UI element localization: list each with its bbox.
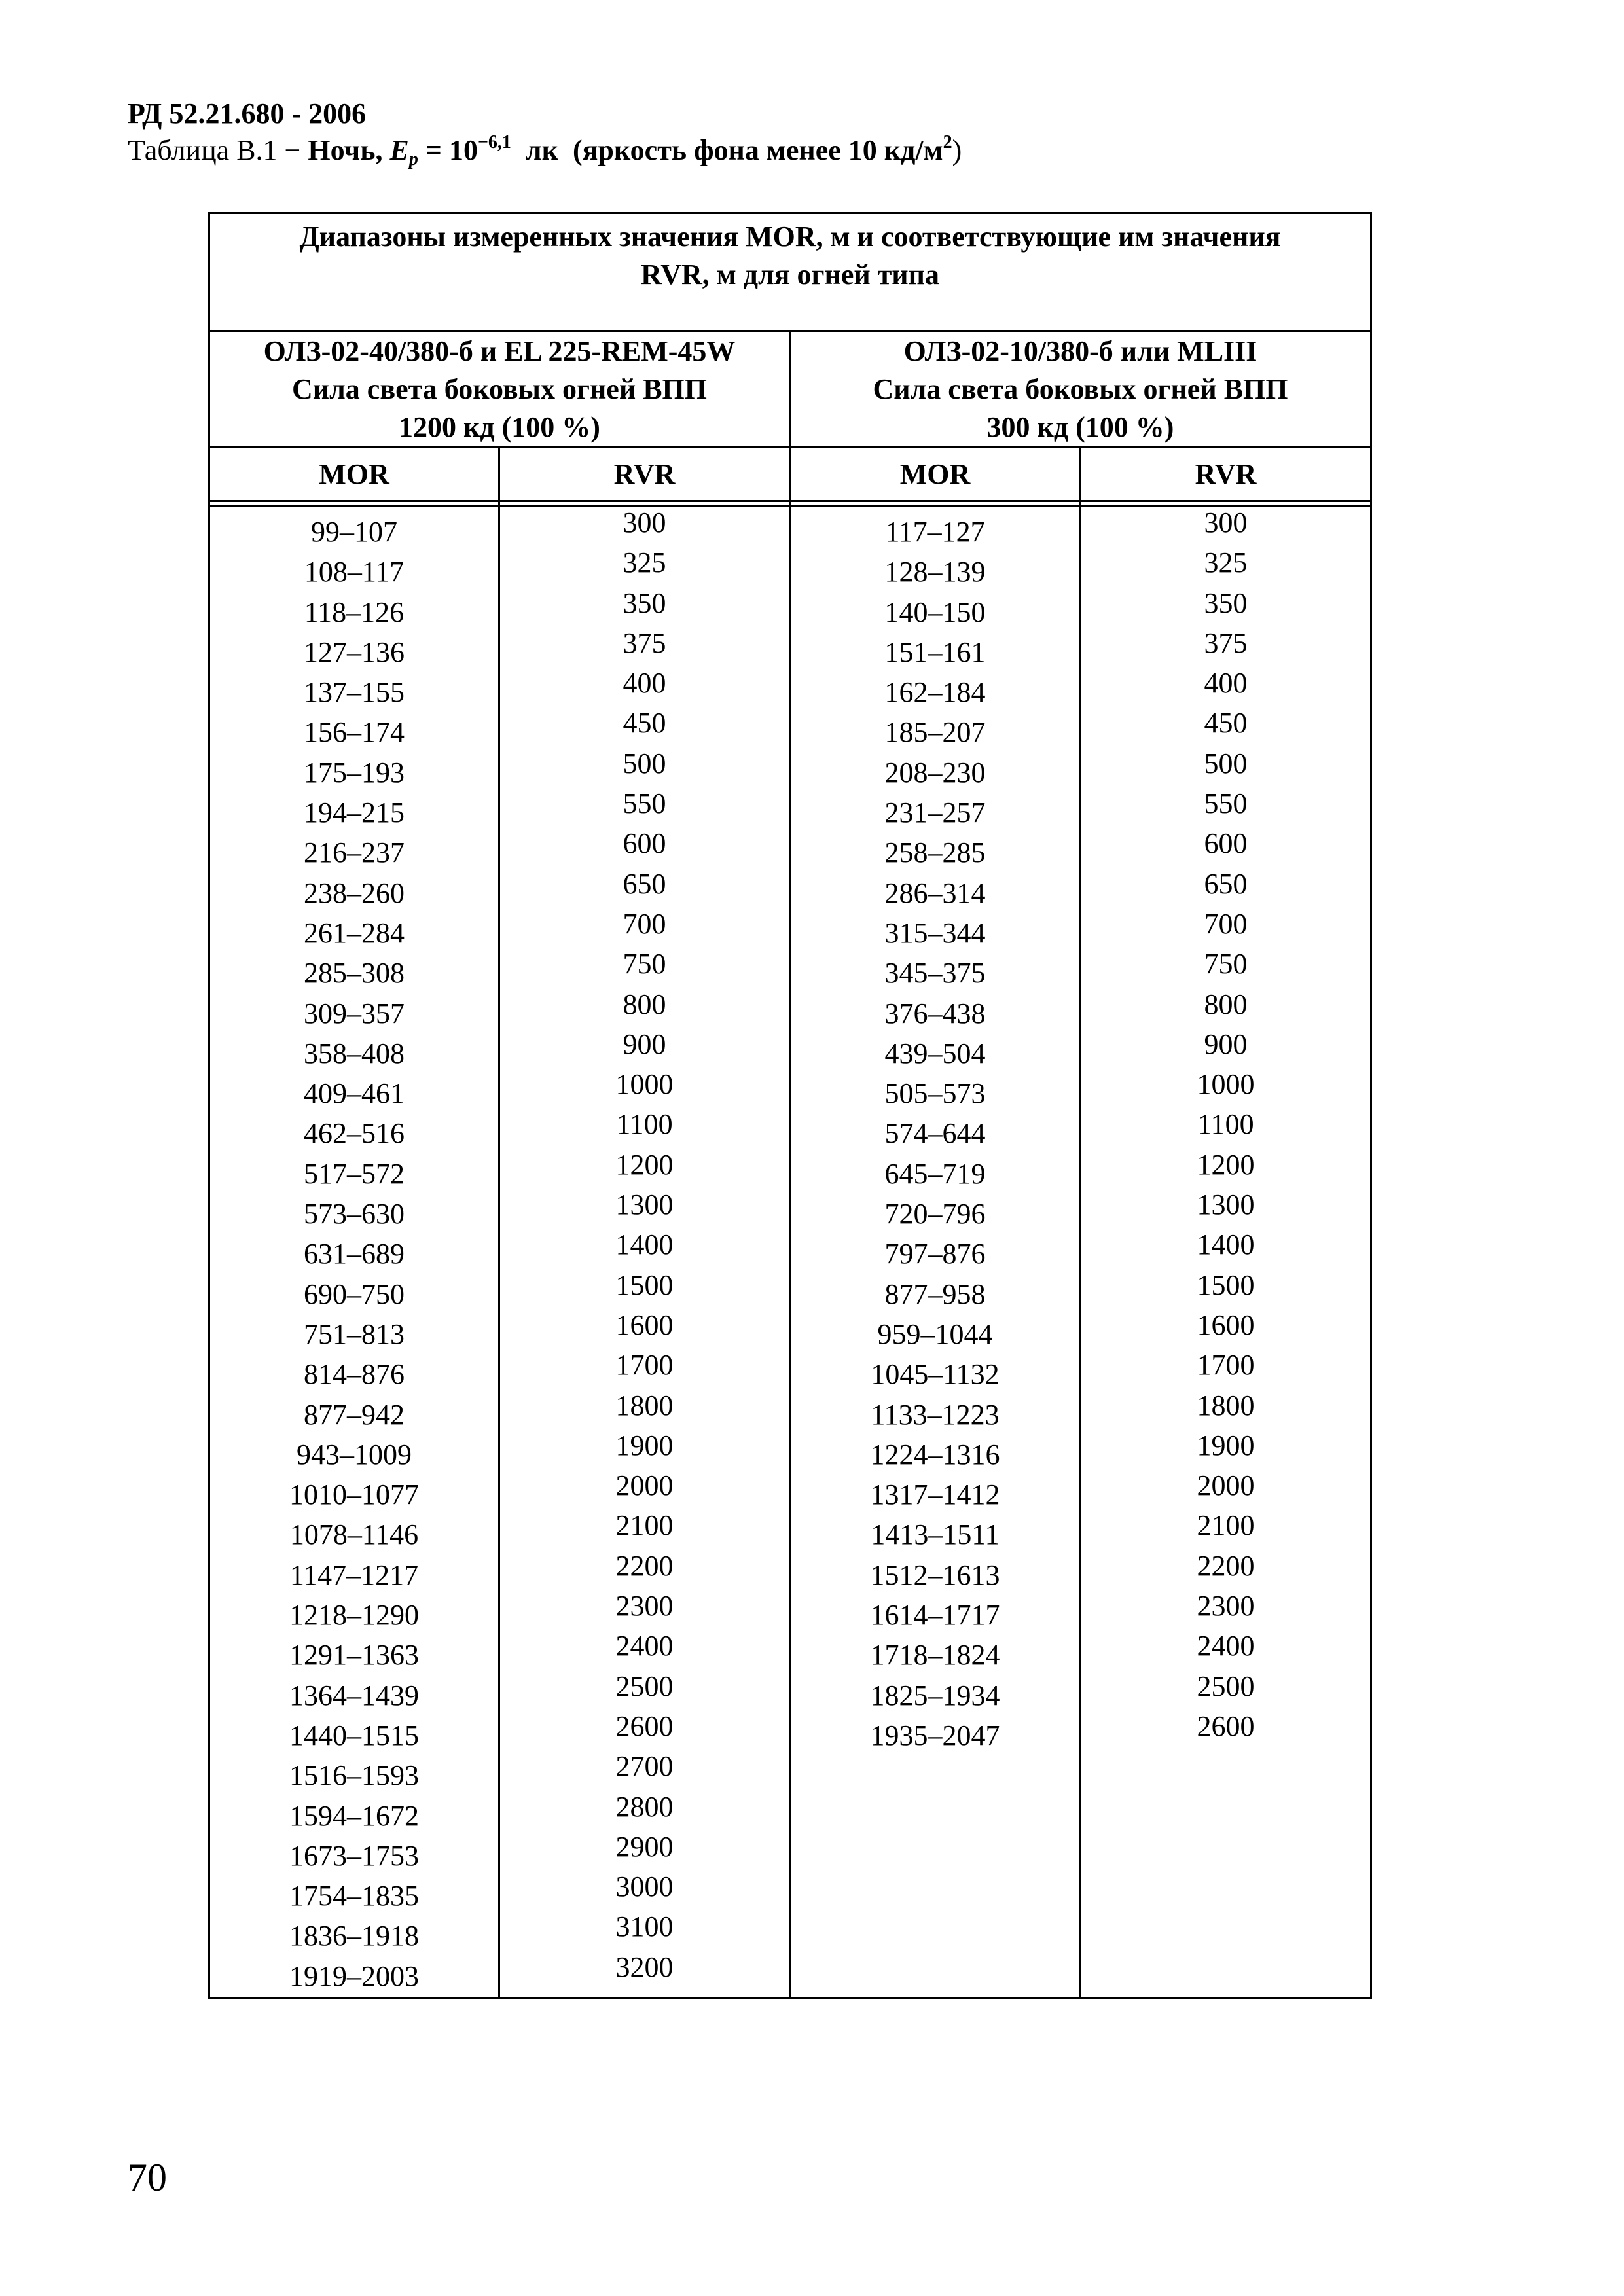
mor-range-cell: 1718–1824 (870, 1639, 1000, 1672)
rvr-value-cell: 1800 (615, 1389, 674, 1422)
mor-range-cell: 462–516 (304, 1117, 405, 1150)
mor-range-cell: 376–438 (884, 997, 986, 1030)
rvr-value-cell: 1700 (1197, 1349, 1255, 1382)
rvr-value-cell: 1200 (615, 1148, 674, 1181)
rvr-value-cell: 3000 (615, 1871, 674, 1903)
rvr-value-cell: 800 (1204, 988, 1248, 1020)
rvr-value-cell: 1300 (615, 1189, 674, 1221)
mor-range-cell: 751–813 (304, 1318, 405, 1350)
mor-range-cell: 1935–2047 (870, 1719, 1000, 1751)
caption-prefix: Таблица В.1 − (128, 134, 301, 166)
rvr-value-cell: 1000 (1197, 1068, 1255, 1101)
mor-range-cell: 117–127 (885, 516, 985, 548)
rvr-value-cell: 1900 (1197, 1429, 1255, 1462)
rvr-value-cell: 400 (1204, 667, 1248, 700)
rvr-value-cell: 450 (623, 707, 666, 740)
mor-range-cell: 505–573 (884, 1077, 986, 1110)
rvr-value-cell: 1100 (616, 1108, 673, 1141)
rvr-value-cell: 1300 (1197, 1189, 1255, 1221)
rvr-value-cell: 2300 (1197, 1590, 1255, 1623)
mor-range-cell: 720–796 (884, 1198, 986, 1230)
mor-range-cell: 1516–1593 (289, 1759, 419, 1792)
rvr-value-cell: 2700 (615, 1750, 674, 1783)
rvr-value-cell: 375 (1204, 626, 1248, 659)
mor-range-cell: 1512–1613 (870, 1558, 1000, 1591)
rvr-value-cell: 2400 (615, 1630, 674, 1662)
mor-range-cell: 1317–1412 (870, 1479, 1000, 1511)
mor-range-cell: 631–689 (304, 1238, 405, 1270)
mor-range-cell: 1364–1439 (289, 1679, 419, 1712)
column-header-rvr-1: RVR (613, 457, 676, 490)
rvr-value-cell: 2400 (1197, 1630, 1255, 1662)
rvr-value-cell: 1200 (1197, 1148, 1255, 1181)
rvr-value-cell: 1400 (1197, 1229, 1255, 1261)
mor-range-cell: 358–408 (304, 1037, 405, 1069)
rvr-value-cell: 1900 (615, 1429, 674, 1462)
column-header-mor-1: MOR (319, 457, 389, 490)
mor-range-cell: 1413–1511 (871, 1518, 1000, 1551)
rvr-value-cell: 2100 (615, 1509, 674, 1542)
rvr-value-cell: 1500 (615, 1268, 674, 1301)
rvr-value-cell: 2500 (615, 1670, 674, 1702)
rvr-value-cell: 1800 (1197, 1389, 1255, 1422)
mor-range-cell: 690–750 (304, 1278, 405, 1310)
mor-column-1200cd (210, 508, 498, 1992)
rvr-value-cell: 2800 (615, 1790, 674, 1823)
rvr-value-cell: 2600 (615, 1710, 674, 1742)
caption-eq: = 10 (425, 134, 478, 166)
table-title: Диапазоны измеренных значения MOR, м и соответствующие им значения RVR, м для огней типа (299, 221, 1281, 291)
caption-symbol-sub: p (408, 149, 418, 170)
rvr-value-cell: 1700 (615, 1349, 674, 1382)
column-header-mor-2: MOR (899, 457, 971, 490)
mor-range-cell: 151–161 (884, 636, 986, 668)
caption-title: Ночь, $E_p = 10^{-6,1}$ лк (яркость фона менее 10 $кд/м^2$ (308, 132, 952, 170)
mor-range-cell: 814–876 (304, 1358, 405, 1391)
mor-range-cell: 797–876 (884, 1238, 986, 1270)
rvr-value-cell: 2200 (615, 1549, 674, 1582)
rvr-value-cell: 2000 (1197, 1469, 1255, 1502)
mor-range-cell: 286–314 (884, 876, 986, 909)
mor-range-cell: 345–375 (884, 957, 986, 990)
mor-range-cell: 261–284 (304, 916, 405, 949)
mor-rvr-table (208, 212, 1372, 1999)
mor-range-cell: 231–257 (884, 797, 986, 829)
caption-exponent: −6,1 (477, 132, 511, 152)
caption-note-end: ) (952, 134, 962, 166)
rvr-value-cell: 550 (1204, 787, 1248, 820)
rvr-value-cell: 650 (623, 867, 666, 900)
mor-range-cell: 99–107 (311, 516, 397, 548)
group-header-300cd: ОЛЗ-02-10/380-б или MLIII Сила света боковых огней ВПП 300 кд (100 %) (873, 334, 1288, 443)
table-caption (128, 132, 962, 169)
mor-range-cell: 185–207 (884, 716, 986, 749)
mor-range-cell: 573–630 (304, 1198, 405, 1230)
mor-range-cell: 1754–1835 (289, 1880, 419, 1912)
mor-range-cell: 1614–1717 (870, 1599, 1000, 1632)
mor-range-cell: 877–958 (884, 1278, 986, 1310)
column-header-rvr-2: RVR (1195, 457, 1257, 490)
mor-range-cell: 1224–1316 (870, 1438, 1000, 1471)
page-number: 70 (128, 2156, 167, 2199)
rvr-value-cell: 325 (1204, 547, 1248, 579)
rvr-value-cell: 700 (623, 907, 666, 940)
rvr-value-cell: 400 (623, 667, 666, 700)
mor-range-cell: 1825–1934 (870, 1679, 1000, 1712)
rvr-value-cell: 300 (1204, 507, 1248, 539)
mor-range-cell: 1133–1223 (871, 1398, 1000, 1431)
rvr-column-300cd (1081, 508, 1370, 1751)
mor-range-cell: 574–644 (884, 1117, 986, 1150)
mor-range-cell: 959–1044 (877, 1318, 993, 1350)
mor-range-cell: 127–136 (304, 636, 405, 668)
rvr-value-cell: 700 (1204, 907, 1248, 940)
rvr-value-cell: 350 (1204, 586, 1248, 619)
mor-range-cell: 309–357 (304, 997, 405, 1030)
mor-range-cell: 156–174 (304, 716, 405, 749)
mor-range-cell: 1147–1217 (289, 1558, 419, 1591)
mor-range-cell: 517–572 (304, 1157, 405, 1190)
document-code: РД 52.21.680 - 2006 (128, 98, 367, 130)
rvr-value-cell: 2100 (1197, 1509, 1255, 1542)
rvr-value-cell: 300 (623, 507, 666, 539)
mor-range-cell: 315–344 (884, 916, 986, 949)
mor-range-cell: 238–260 (304, 876, 405, 909)
rvr-column-1200cd (500, 508, 789, 1992)
rvr-value-cell: 2900 (615, 1830, 674, 1863)
mor-range-cell: 175–193 (304, 756, 405, 789)
rvr-value-cell: 900 (623, 1028, 666, 1060)
mor-range-cell: 877–942 (304, 1398, 405, 1431)
mor-column-300cd (791, 508, 1079, 1751)
rvr-value-cell: 2500 (1197, 1670, 1255, 1702)
caption-note: (яркость фона менее 10 кд/м (572, 134, 943, 166)
rvr-value-cell: 2300 (615, 1590, 674, 1623)
rvr-value-cell: 1600 (1197, 1308, 1255, 1341)
mor-range-cell: 439–504 (884, 1037, 986, 1069)
mor-range-cell: 162–184 (884, 676, 986, 709)
mor-range-cell: 943–1009 (297, 1438, 412, 1471)
caption-unit: лк (525, 134, 558, 166)
mor-range-cell: 216–237 (304, 836, 405, 869)
mor-range-cell: 645–719 (884, 1157, 986, 1190)
mor-range-cell: 1594–1672 (289, 1799, 419, 1832)
rvr-value-cell: 2000 (615, 1469, 674, 1502)
rvr-value-cell: 450 (1204, 707, 1248, 740)
rvr-value-cell: 325 (623, 547, 666, 579)
rvr-value-cell: 1400 (615, 1229, 674, 1261)
mor-range-cell: 118–126 (304, 596, 405, 628)
rvr-value-cell: 750 (1204, 948, 1248, 980)
mor-range-cell: 1673–1753 (289, 1839, 419, 1872)
rvr-value-cell: 375 (623, 626, 666, 659)
rvr-value-cell: 500 (623, 747, 666, 780)
rvr-value-cell: 1100 (1197, 1108, 1254, 1141)
rvr-value-cell: 2200 (1197, 1549, 1255, 1582)
rvr-value-cell: 2600 (1197, 1710, 1255, 1742)
mor-range-cell: 1919–2003 (289, 1960, 419, 1992)
rvr-value-cell: 1000 (615, 1068, 674, 1101)
mor-range-cell: 108–117 (304, 556, 405, 588)
rvr-value-cell: 900 (1204, 1028, 1248, 1060)
rvr-value-cell: 600 (623, 827, 666, 860)
mor-range-cell: 128–139 (884, 556, 986, 588)
mor-range-cell: 285–308 (304, 957, 405, 990)
rvr-value-cell: 1600 (615, 1308, 674, 1341)
mor-range-cell: 1045–1132 (871, 1358, 1000, 1391)
rvr-value-cell: 750 (623, 948, 666, 980)
mor-range-cell: 1010–1077 (289, 1479, 419, 1511)
rvr-value-cell: 600 (1204, 827, 1248, 860)
rvr-value-cell: 500 (1204, 747, 1248, 780)
rvr-value-cell: 650 (1204, 867, 1248, 900)
mor-range-cell: 409–461 (304, 1077, 405, 1110)
mor-range-cell: 258–285 (884, 836, 986, 869)
mor-range-cell: 1078–1146 (289, 1518, 419, 1551)
rvr-value-cell: 350 (623, 586, 666, 619)
caption-note-sup: 2 (943, 132, 952, 152)
group-header-1200cd: ОЛЗ-02-40/380-б и EL 225-REM-45W Сила света боковых огней ВПП 1200 кд (100 %) (263, 334, 736, 443)
mor-range-cell: 1218–1290 (289, 1599, 419, 1632)
caption-symbol: E (389, 134, 409, 166)
mor-range-cell: 140–150 (884, 596, 986, 628)
rvr-value-cell: 3200 (615, 1950, 674, 1983)
rvr-value-cell: 1500 (1197, 1268, 1255, 1301)
table-border-right (1370, 212, 1372, 1999)
rvr-value-cell: 800 (623, 988, 666, 1020)
rvr-value-cell: 3100 (615, 1910, 674, 1943)
mor-range-cell: 208–230 (884, 756, 986, 789)
rvr-value-cell: 550 (623, 787, 666, 820)
mor-range-cell: 1291–1363 (289, 1639, 419, 1672)
mor-range-cell: 1440–1515 (289, 1719, 419, 1751)
mor-range-cell: 1836–1918 (289, 1920, 419, 1952)
mor-range-cell: 194–215 (304, 797, 405, 829)
mor-range-cell: 137–155 (304, 676, 405, 709)
